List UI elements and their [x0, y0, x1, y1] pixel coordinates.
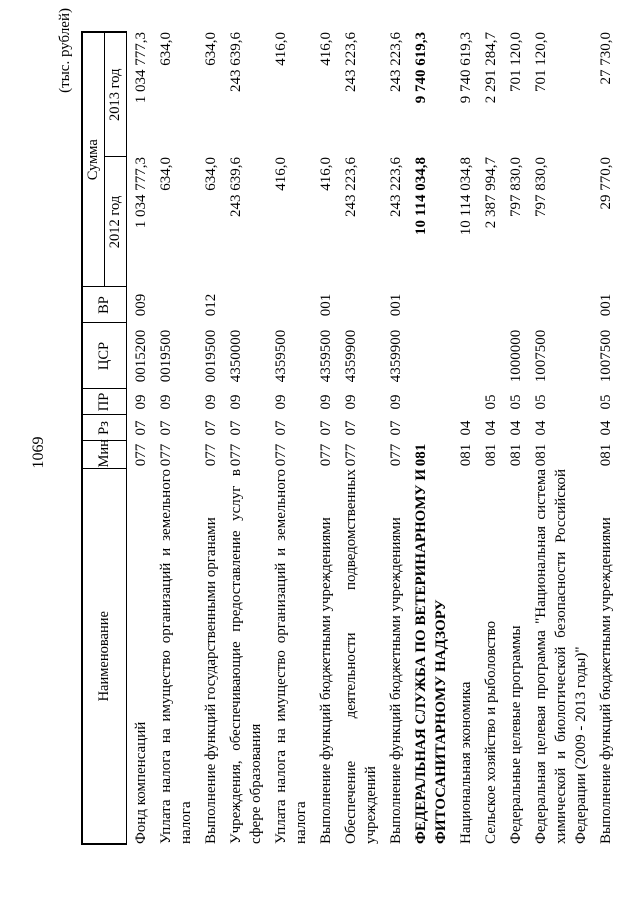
sum-2013-cell: 701 120,0	[508, 32, 524, 92]
name-cell: Учреждения, обеспечивающие предоставление услуг в сфере образования	[228, 469, 264, 844]
vr-cell	[267, 287, 312, 323]
rz-cell: 07	[158, 420, 174, 436]
vr-cell: 001	[318, 293, 334, 317]
table-row	[312, 32, 337, 844]
sum-2012-cell: 1 034 777,3	[133, 157, 149, 229]
pr-cell: 05	[483, 394, 499, 410]
pr-cell: 09	[133, 394, 149, 410]
pr-cell: 09	[203, 394, 219, 410]
table-row	[502, 32, 527, 844]
table-row	[452, 32, 477, 844]
min-cell: 081	[533, 443, 549, 467]
name-cell: Фонд компенсаций	[133, 721, 149, 844]
pr-cell: 09	[158, 394, 174, 410]
pr-cell: 09	[228, 394, 244, 410]
table-row	[197, 32, 222, 844]
sum-2013-cell: 27 730,0	[598, 32, 614, 85]
vr-cell	[407, 287, 452, 323]
sum-2012-cell: 634,0	[158, 157, 174, 191]
min-cell: 077	[228, 443, 244, 467]
col-header-name: Наименование	[82, 469, 127, 844]
sum-2013-cell: 9 740 619,3	[413, 32, 429, 104]
rz-cell: 04	[598, 420, 614, 436]
rz-cell: 04	[483, 420, 499, 436]
min-cell: 077	[158, 443, 174, 467]
col-header-2013: 2013 год	[105, 32, 127, 157]
col-header-pr: ПР	[82, 389, 127, 415]
rz-cell: 07	[133, 420, 149, 436]
vr-cell	[222, 287, 267, 323]
csr-cell: 1007500	[533, 329, 549, 383]
col-header-csr: ЦСР	[82, 323, 127, 389]
sum-2012-cell: 416,0	[318, 157, 334, 191]
min-cell: 081	[508, 443, 524, 467]
rz-cell: 04	[533, 420, 549, 436]
sum-2012-cell: 2 387 994,7	[483, 157, 499, 229]
col-header-2012: 2012 год	[105, 157, 127, 287]
csr-cell: 1007500	[598, 329, 614, 383]
table-header	[82, 32, 127, 844]
sum-2013-cell: 9 740 619,3	[458, 32, 474, 104]
sum-2012-cell: 29 770,0	[598, 157, 614, 210]
vr-cell	[477, 287, 502, 323]
min-cell: 077	[273, 443, 289, 467]
min-cell: 081	[458, 443, 474, 467]
sum-2012-cell: 416,0	[273, 157, 289, 191]
sum-2012-cell: 243 223,6	[343, 157, 359, 217]
min-cell: 081	[598, 443, 614, 467]
csr-cell: 4359500	[273, 329, 289, 383]
name-cell: Выполнение функций бюджетными учреждениями	[598, 517, 614, 844]
csr-cell: 4359900	[343, 329, 359, 383]
sum-2012-cell: 10 114 034,8	[458, 157, 474, 236]
vr-cell	[337, 287, 382, 323]
col-header-sum: Сумма	[82, 32, 105, 287]
rz-cell: 07	[273, 420, 289, 436]
pr-cell: 09	[318, 394, 334, 410]
table-body	[127, 32, 618, 844]
sum-2013-cell: 634,0	[203, 32, 219, 66]
pr-cell	[452, 389, 477, 415]
min-cell: 077	[203, 443, 219, 467]
min-cell: 077	[388, 443, 404, 467]
sum-2012-cell: 10 114 034,8	[413, 157, 429, 235]
pr-cell: 09	[273, 394, 289, 410]
rz-cell: 04	[508, 420, 524, 436]
sum-2013-cell: 634,0	[158, 32, 174, 66]
min-cell: 081	[413, 443, 429, 467]
name-cell: Уплата налога на имущество организаций и земельного налога	[158, 469, 194, 844]
page-number: 1069	[30, 436, 47, 469]
vr-cell: 001	[388, 293, 404, 317]
table-row	[382, 32, 407, 844]
vr-cell	[502, 287, 527, 323]
pr-cell: 05	[533, 394, 549, 410]
name-cell: Уплата налога на имущество организаций и земельного налога	[273, 469, 309, 844]
vr-cell: 001	[598, 293, 614, 317]
name-cell: Федеральные целевые программы	[508, 625, 524, 844]
units-note: (тыс. рублей)	[57, 8, 73, 93]
min-cell: 077	[343, 443, 359, 467]
name-cell: Обеспечение деятельности подведомственных учреждений	[343, 469, 379, 844]
sum-2012-cell: 797 830,0	[508, 157, 524, 217]
col-header-min: Мин	[82, 441, 127, 469]
csr-cell: 0019500	[203, 329, 219, 383]
rz-cell: 07	[343, 420, 359, 436]
sum-2013-cell: 701 120,0	[533, 32, 549, 92]
csr-cell: 4359500	[318, 329, 334, 383]
sum-2012-cell: 634,0	[203, 157, 219, 191]
csr-cell: 1000000	[508, 329, 524, 383]
name-cell: Выполнение функций бюджетными учреждениями	[318, 517, 334, 844]
csr-cell: 0019500	[158, 329, 174, 383]
rz-cell: 07	[203, 420, 219, 436]
csr-cell	[452, 323, 477, 389]
sum-2013-cell: 416,0	[273, 32, 289, 66]
sum-2013-cell: 243 223,6	[388, 32, 404, 92]
csr-cell	[477, 323, 502, 389]
table-row	[477, 32, 502, 844]
table-row	[127, 32, 153, 844]
pr-cell: 05	[598, 394, 614, 410]
name-cell: Сельское хозяйство и рыболовство	[483, 620, 499, 844]
min-cell: 077	[133, 443, 149, 467]
table-row	[407, 32, 452, 844]
vr-cell	[452, 287, 477, 323]
table-row	[222, 32, 267, 844]
rz-cell: 07	[318, 420, 334, 436]
sum-2013-cell: 243 639,6	[228, 32, 244, 92]
table-row	[337, 32, 382, 844]
table-row	[267, 32, 312, 844]
vr-cell	[527, 287, 592, 323]
csr-cell	[407, 323, 452, 389]
csr-cell: 4350000	[228, 329, 244, 383]
col-header-vr: ВР	[82, 287, 127, 323]
sum-2013-cell: 243 223,6	[343, 32, 359, 92]
min-cell: 077	[318, 443, 334, 467]
name-cell: Выполнение функций бюджетными учреждениями	[388, 517, 404, 844]
rz-cell: 04	[458, 420, 474, 436]
sum-2013-cell: 1 034 777,3	[133, 32, 149, 104]
rz-cell: 07	[388, 420, 404, 436]
pr-cell: 09	[343, 394, 359, 410]
sum-2012-cell: 243 639,6	[228, 157, 244, 217]
name-cell: ФЕДЕРАЛЬНАЯ СЛУЖБА ПО ВЕТЕРИНАРНОМУ И ФИТОСАНИТАРНОМУ НАДЗОРУ	[413, 469, 449, 844]
pr-cell	[407, 389, 452, 415]
rz-cell	[407, 415, 452, 441]
name-cell: Федеральная целевая программа "Национальная система химической и биологической безопасности Российской Федерации (2009 - 2013 годы)"	[533, 469, 589, 844]
csr-cell: 4359900	[388, 329, 404, 383]
sum-2013-cell: 2 291 284,7	[483, 32, 499, 104]
table-row	[527, 32, 592, 844]
vr-cell	[152, 287, 197, 323]
budget-table	[81, 31, 617, 845]
vr-cell: 012	[203, 293, 219, 317]
name-cell: Национальная экономика	[458, 681, 474, 844]
sum-2012-cell: 243 223,6	[388, 157, 404, 217]
rz-cell: 07	[228, 420, 244, 436]
sum-2013-cell: 416,0	[318, 32, 334, 66]
csr-cell: 0015200	[133, 329, 149, 383]
sum-2012-cell: 797 830,0	[533, 157, 549, 217]
table-row	[152, 32, 197, 844]
pr-cell: 05	[508, 394, 524, 410]
min-cell: 081	[483, 443, 499, 467]
vr-cell: 009	[133, 293, 149, 317]
col-header-rz: Рз	[82, 415, 127, 441]
name-cell: Выполнение функций государственными органами	[203, 517, 219, 844]
pr-cell: 09	[388, 394, 404, 410]
table-row	[592, 32, 617, 844]
